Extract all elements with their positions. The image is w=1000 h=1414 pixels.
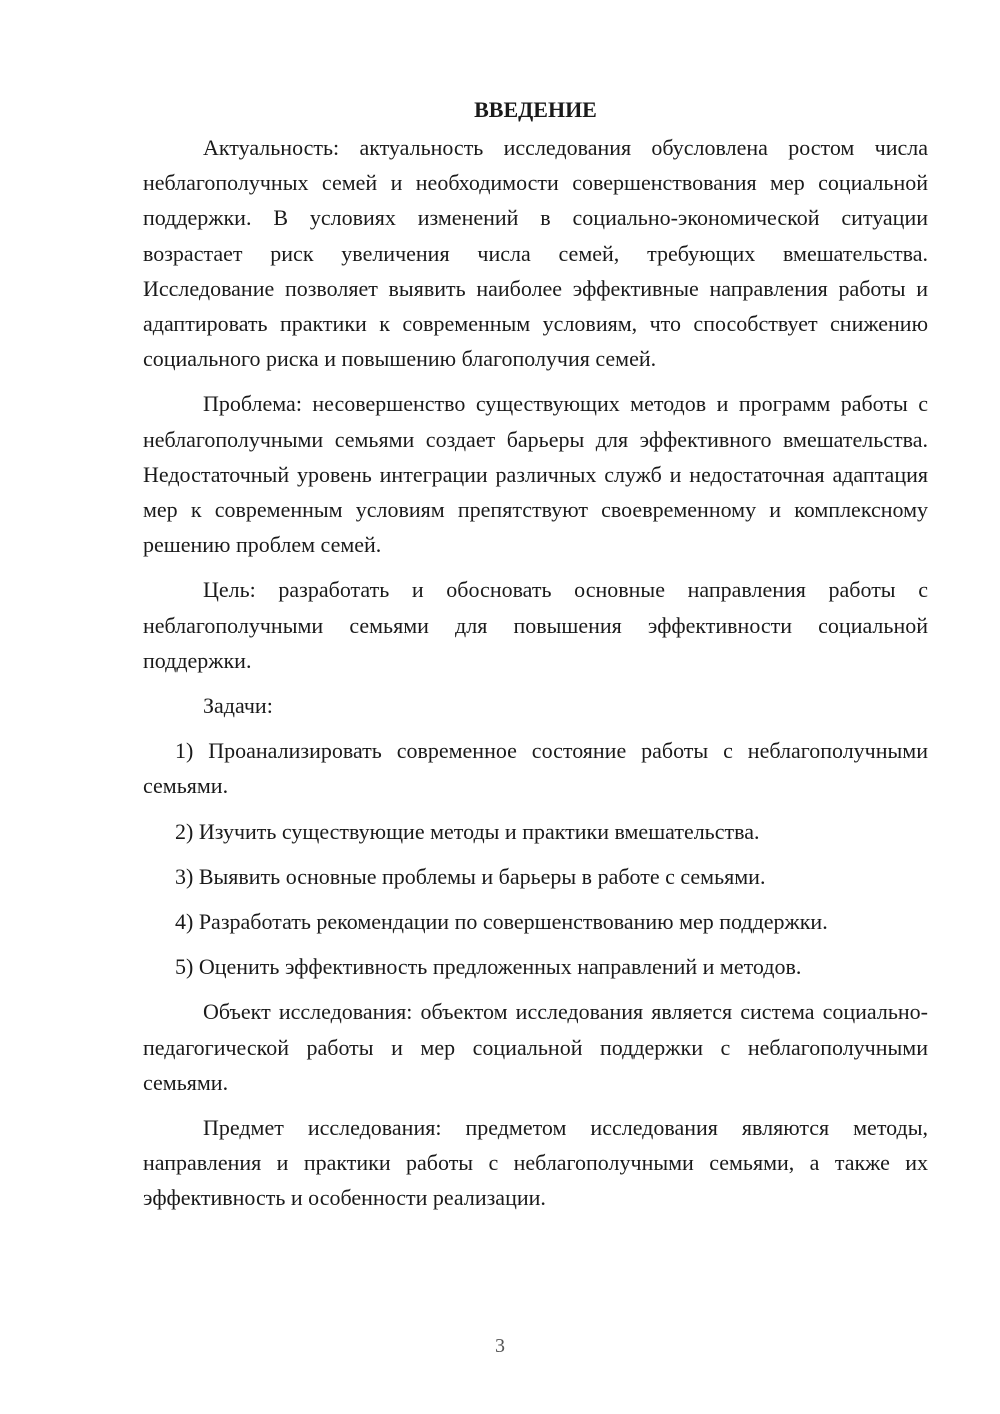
document-page	[143, 90, 928, 1226]
paragraph-problem: Проблема: несовершенство существующих методов и программ работы с неблагополучными семьями создает барьеры для эффективного вмешательства. Недостаточный уровень интеграции различных служб и недостаточная адаптация мер к современным условиям препятствуют своевременному и комплексному решению проблем семей.	[143, 391, 928, 558]
paragraph-goal: Цель: разработать и обосновать основные направления работы с неблагополучными семьями для повышения эффективности социальной поддержки.	[143, 577, 928, 673]
paragraph-relevance: Актуальность: актуальность исследования обусловлена ростом числа неблагополучных семей и необходимости совершенствования мер социальной поддержки. В условиях изменений в социально-экономической ситуации возрастает риск увеличения числа семей, требующих вмешательства. Исследование позволяет выявить наиболее эффективные направления работы и адаптировать практики к современным условиям, что способствует снижению социального риска и повышению благополучия семей.	[143, 135, 928, 372]
task-item: 1) Проанализировать современное состояние работы с неблагополучными семьями.	[143, 738, 928, 799]
tasks-label: Задачи:	[203, 693, 273, 719]
task-item: 2) Изучить существующие методы и практики вмешательства.	[175, 818, 760, 844]
task-item: 4) Разработать рекомендации по совершенствованию мер поддержки.	[175, 909, 828, 935]
task-item: 3) Выявить основные проблемы и барьеры в работе с семьями.	[175, 863, 766, 889]
section-heading: ВВЕДЕНИЕ	[474, 97, 597, 122]
paragraph-subject: Предмет исследования: предметом исследования являются методы, направления и практики работы с неблагополучными семьями, а также их эффективность и особенности реализации.	[143, 1115, 928, 1211]
page-number: 3	[495, 1335, 505, 1357]
task-item: 5) Оценить эффективность предложенных направлений и методов.	[175, 954, 802, 980]
paragraph-object: Объект исследования: объектом исследования является система социально-педагогической работы и мер социальной поддержки с неблагополучными семьями.	[143, 999, 928, 1095]
